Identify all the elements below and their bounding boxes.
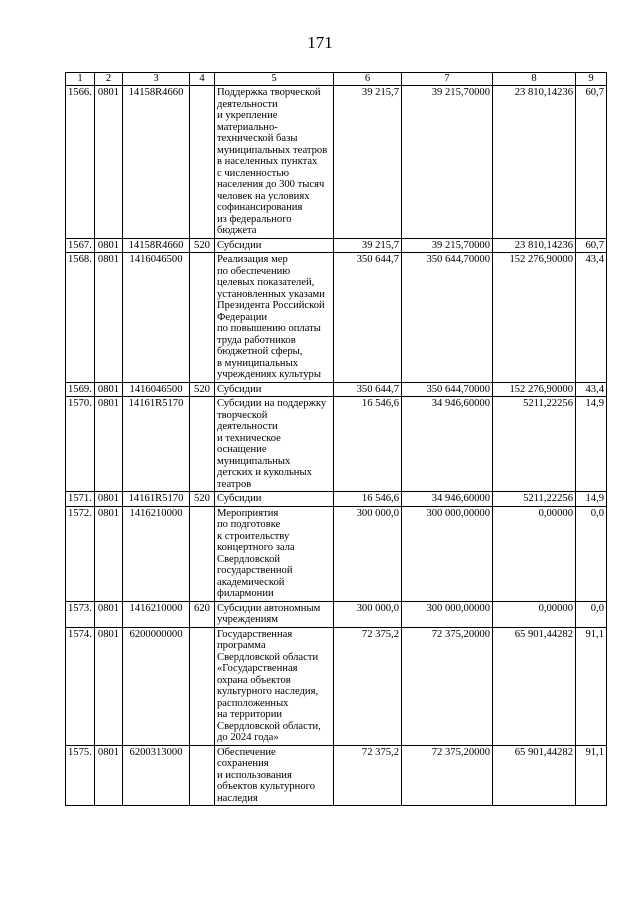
- name-line: Свердловской: [217, 553, 281, 565]
- name-line: Субсидии: [217, 493, 262, 504]
- executed-amount-cell: 65 901,44282: [493, 627, 576, 745]
- row-number-cell: 1567.: [66, 238, 95, 253]
- name-line: театров: [217, 478, 252, 490]
- name-line: наследия: [217, 792, 258, 804]
- name-line: объектов культурного: [217, 781, 316, 792]
- name-cell: [215, 745, 334, 806]
- expense-type-cell: [190, 253, 215, 383]
- section-code-cell: 0801: [95, 627, 123, 745]
- expense-type-cell: [190, 397, 215, 492]
- execution-percent-cell: 91,1: [576, 627, 607, 745]
- planned-amount-cell: 16 546,6: [334, 397, 402, 492]
- name-line: Субсидии: [217, 239, 262, 251]
- column-header: 4: [190, 73, 215, 86]
- expense-type-cell: 520: [190, 382, 215, 397]
- execution-percent-cell: 43,4: [576, 382, 607, 397]
- section-code-cell: 0801: [95, 506, 123, 601]
- name-cell: [215, 627, 334, 745]
- section-code-cell: 0801: [95, 601, 123, 627]
- execution-percent-cell: 91,1: [576, 745, 607, 806]
- name-line: «Государственная: [217, 663, 298, 674]
- name-cell: [215, 253, 334, 383]
- target-article-cell: 1416210000: [123, 506, 190, 601]
- row-number-cell: 1568.: [66, 253, 95, 383]
- expense-type-cell: 520: [190, 238, 215, 253]
- row-number-cell: 1570.: [66, 397, 95, 492]
- adjusted-amount-cell: 72 375,20000: [402, 627, 493, 745]
- name-line: филармонии: [217, 588, 274, 599]
- executed-amount-cell: 152 276,90000: [493, 382, 576, 397]
- adjusted-amount-cell: 39 215,70000: [402, 86, 493, 239]
- executed-amount-cell: 5211,22256: [493, 397, 576, 492]
- section-code-cell: 0801: [95, 397, 123, 492]
- target-article-cell: 14161R5170: [123, 397, 190, 492]
- target-article-cell: 14158R4660: [123, 86, 190, 239]
- name-line: Субсидии на поддержку: [217, 398, 327, 409]
- name-line: концертного зала: [217, 542, 295, 553]
- page-number: 171: [307, 33, 333, 52]
- name-line: установленных указами: [217, 288, 325, 300]
- expense-type-cell: [190, 627, 215, 745]
- name-line: расположенных: [217, 697, 289, 709]
- target-article-cell: 1416046500: [123, 253, 190, 383]
- table-row: [66, 492, 607, 507]
- planned-amount-cell: 72 375,2: [334, 745, 402, 806]
- column-header: 8: [493, 73, 576, 86]
- planned-amount-cell: 350 644,7: [334, 382, 402, 397]
- planned-amount-cell: 300 000,0: [334, 601, 402, 627]
- expense-type-cell: 620: [190, 601, 215, 627]
- name-line: Президента Российской: [217, 300, 325, 311]
- table-row: [66, 745, 607, 806]
- expense-type-cell: [190, 86, 215, 239]
- planned-amount-cell: 300 000,0: [334, 506, 402, 601]
- section-code-cell: 0801: [95, 86, 123, 239]
- target-article-cell: 14161R5170: [123, 492, 190, 507]
- table-row: [66, 506, 607, 601]
- name-line: Реализация мер: [217, 254, 288, 265]
- executed-amount-cell: 5211,22256: [493, 492, 576, 507]
- row-number-cell: 1571.: [66, 492, 95, 507]
- planned-amount-cell: 350 644,7: [334, 253, 402, 383]
- name-line: целевых показателей,: [217, 277, 315, 288]
- name-line: учреждениям: [217, 614, 278, 625]
- column-header: 7: [402, 73, 493, 86]
- name-line: бюджета: [217, 225, 257, 236]
- name-line: деятельности: [217, 98, 278, 110]
- column-header: 3: [123, 73, 190, 86]
- name-cell: [215, 506, 334, 601]
- target-article-cell: 1416046500: [123, 382, 190, 397]
- adjusted-amount-cell: 72 375,20000: [402, 745, 493, 806]
- target-article-cell: 14158R4660: [123, 238, 190, 253]
- name-line: из федерального: [217, 213, 292, 225]
- table-body: [66, 86, 607, 806]
- planned-amount-cell: 39 215,7: [334, 86, 402, 239]
- name-line: муниципальных театров: [217, 144, 328, 156]
- name-cell: [215, 492, 334, 507]
- executed-amount-cell: 0,00000: [493, 601, 576, 627]
- name-line: по подготовке: [217, 519, 281, 530]
- execution-percent-cell: 0,0: [576, 506, 607, 601]
- name-line: труда работников: [217, 334, 296, 346]
- column-header: 9: [576, 73, 607, 86]
- name-line: Свердловской области: [217, 651, 319, 663]
- name-line: бюджетной сферы,: [217, 346, 303, 357]
- planned-amount-cell: 72 375,2: [334, 627, 402, 745]
- header-row: [66, 73, 607, 86]
- name-line: по обеспечению: [217, 265, 291, 277]
- table-row: [66, 397, 607, 492]
- planned-amount-cell: 16 546,6: [334, 492, 402, 507]
- name-line: оснащение: [217, 444, 267, 455]
- row-number-cell: 1574.: [66, 627, 95, 745]
- execution-percent-cell: 43,4: [576, 253, 607, 383]
- adjusted-amount-cell: 34 946,60000: [402, 397, 493, 492]
- adjusted-amount-cell: 34 946,60000: [402, 492, 493, 507]
- execution-percent-cell: 60,7: [576, 86, 607, 239]
- column-header: 2: [95, 73, 123, 86]
- name-cell: [215, 382, 334, 397]
- name-line: Обеспечение: [217, 746, 276, 758]
- executed-amount-cell: 152 276,90000: [493, 253, 576, 383]
- name-line: деятельности: [217, 421, 278, 432]
- executed-amount-cell: 23 810,14236: [493, 86, 576, 239]
- column-header: 1: [66, 73, 95, 86]
- name-line: к строительству: [217, 530, 290, 542]
- section-code-cell: 0801: [95, 253, 123, 383]
- name-line: по повышению оплаты: [217, 323, 321, 334]
- row-number-cell: 1566.: [66, 86, 95, 239]
- table-row: [66, 238, 607, 253]
- table-row: [66, 601, 607, 627]
- expense-type-cell: [190, 506, 215, 601]
- section-code-cell: 0801: [95, 745, 123, 806]
- column-header: 6: [334, 73, 402, 86]
- adjusted-amount-cell: 350 644,70000: [402, 382, 493, 397]
- name-line: человек на условиях: [217, 190, 310, 202]
- name-line: в населенных пунктах: [217, 156, 318, 167]
- row-number-cell: 1572.: [66, 506, 95, 601]
- name-line: технической базы: [217, 133, 298, 144]
- table-row: [66, 627, 607, 745]
- executed-amount-cell: 23 810,14236: [493, 238, 576, 253]
- section-code-cell: 0801: [95, 382, 123, 397]
- row-number-cell: 1569.: [66, 382, 95, 397]
- adjusted-amount-cell: 39 215,70000: [402, 238, 493, 253]
- target-article-cell: 1416210000: [123, 601, 190, 627]
- section-code-cell: 0801: [95, 238, 123, 253]
- name-line: Федерации: [217, 311, 268, 323]
- name-line: Свердловской области,: [217, 720, 321, 732]
- name-line: Поддержка творческой: [217, 87, 321, 98]
- adjusted-amount-cell: 350 644,70000: [402, 253, 493, 383]
- target-article-cell: 6200313000: [123, 745, 190, 806]
- name-cell: [215, 238, 334, 253]
- name-line: муниципальных: [217, 455, 291, 467]
- table-row: [66, 382, 607, 397]
- name-line: культурного наследия,: [217, 686, 319, 697]
- name-line: творческой: [217, 409, 268, 421]
- name-line: академической: [217, 576, 285, 588]
- adjusted-amount-cell: 300 000,00000: [402, 506, 493, 601]
- name-line: сохранения: [217, 758, 269, 769]
- name-line: в муниципальных: [217, 357, 298, 369]
- execution-percent-cell: 60,7: [576, 238, 607, 253]
- table-row: [66, 86, 607, 239]
- table-row: [66, 253, 607, 383]
- column-header: 5: [215, 73, 334, 86]
- adjusted-amount-cell: 300 000,00000: [402, 601, 493, 627]
- name-cell: [215, 397, 334, 492]
- row-number-cell: 1575.: [66, 745, 95, 806]
- target-article-cell: 6200000000: [123, 627, 190, 745]
- name-line: софинансирования: [217, 202, 303, 213]
- name-line: программа: [217, 640, 266, 651]
- name-line: материально-: [217, 121, 278, 133]
- section-code-cell: 0801: [95, 492, 123, 507]
- name-line: до 2024 года»: [217, 732, 279, 743]
- expense-type-cell: [190, 745, 215, 806]
- execution-percent-cell: 14,9: [576, 397, 607, 492]
- name-line: учреждениях культуры: [217, 369, 321, 380]
- name-line: Мероприятия: [217, 507, 279, 519]
- execution-percent-cell: 0,0: [576, 601, 607, 627]
- name-line: населения до 300 тысяч: [217, 179, 325, 190]
- planned-amount-cell: 39 215,7: [334, 238, 402, 253]
- name-line: и укрепление: [217, 110, 278, 121]
- executed-amount-cell: 65 901,44282: [493, 745, 576, 806]
- name-line: Субсидии: [217, 383, 262, 395]
- name-line: охрана объектов: [217, 674, 291, 686]
- name-line: и техническое: [217, 432, 281, 444]
- executed-amount-cell: 0,00000: [493, 506, 576, 601]
- name-cell: [215, 601, 334, 627]
- row-number-cell: 1573.: [66, 601, 95, 627]
- expense-type-cell: 520: [190, 492, 215, 507]
- name-line: Субсидии автономным: [217, 602, 321, 614]
- budget-table: [65, 72, 607, 806]
- name-line: государственной: [217, 565, 293, 576]
- name-cell: [215, 86, 334, 239]
- name-line: на территории: [217, 709, 283, 720]
- execution-percent-cell: 14,9: [576, 492, 607, 507]
- name-line: и использования: [217, 769, 292, 781]
- name-line: Государственная: [217, 628, 293, 640]
- name-line: детских и кукольных: [217, 467, 312, 478]
- name-line: с численностью: [217, 167, 290, 179]
